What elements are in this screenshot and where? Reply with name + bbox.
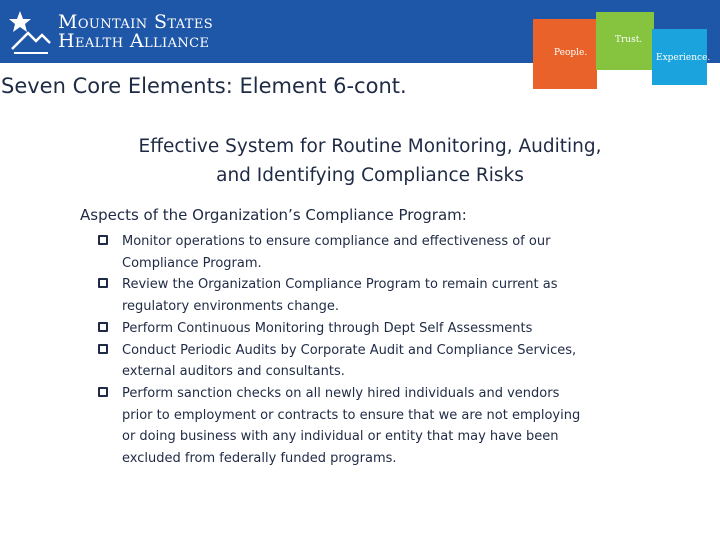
bullet-text-line: or doing business with any individual or entity that may have been [122,429,559,445]
people-tile [533,19,597,89]
list-item [98,383,658,470]
bullet-text-line: Conduct Periodic Audits by Corporate Audit and Compliance Services, [122,342,577,358]
subtitle-line-2: and Identifying Compliance Risks [216,165,524,186]
bullet-text-line: external auditors and consultants. [122,364,345,380]
subtitle-line-1: Effective System for Routine Monitoring, Auditing, [138,136,602,157]
bullet-text-line: prior to employment or contracts to ensure that we are not employing [122,407,581,423]
aspects-heading: Aspects of the Organization’s Compliance Program: [80,206,467,224]
bullet-text-line: Monitor operations to ensure compliance and effectiveness of our [122,234,551,249]
experience-tile [652,29,711,85]
organization-logo [8,6,213,58]
logo-line-1: Mountain States [58,11,214,33]
bullet-text-line: Compliance Program. [122,255,262,271]
slide-title: Seven Core Elements: Element 6-cont. [1,74,407,98]
checkbox-bullet-icon [98,344,108,354]
bullet-text-line: Perform sanction checks on all newly hired individuals and vendors [122,385,560,401]
bullet-list [98,231,658,470]
bullet-text-line: regulatory environments change. [122,299,340,315]
bullet-text-line: excluded from federally funded programs. [122,451,397,467]
logo-line-2: Health Alliance [58,30,210,52]
list-item [98,231,658,274]
star-mountain-logo-icon [8,9,52,55]
checkbox-bullet-icon [98,278,108,288]
list-item [98,340,658,383]
slide-subtitle [60,132,680,190]
checkbox-bullet-icon [98,235,108,245]
list-item [98,318,658,340]
list-item [98,274,658,317]
trust-tile [596,12,654,70]
bullet-text-line: Review the Organization Compliance Program to remain current as [122,277,558,293]
checkbox-bullet-icon [98,322,108,332]
experience-tile-label: Experience. [656,53,711,63]
checkbox-bullet-icon [98,387,108,397]
bullet-text-line: Perform Continuous Monitoring through Dept Self Assessments [122,320,533,336]
trust-tile-label: Trust. [615,35,643,45]
people-tile-label: People. [554,48,588,58]
